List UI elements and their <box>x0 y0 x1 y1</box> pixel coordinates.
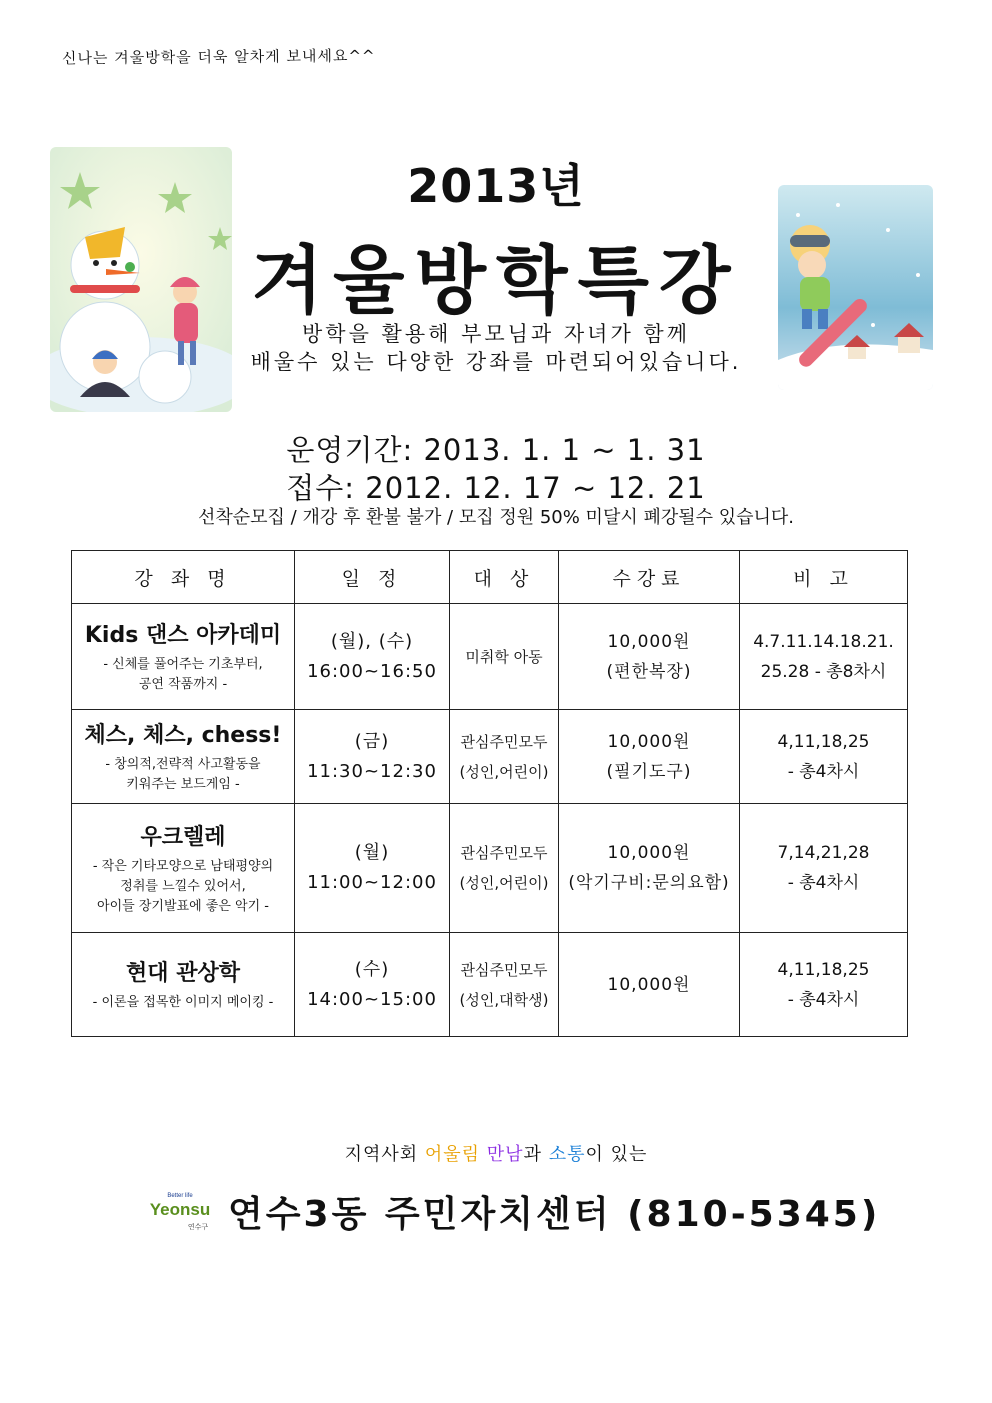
fee-note: (필기도구) <box>606 761 692 782</box>
schedule-time: 11:30~12:30 <box>307 760 437 782</box>
target-cell <box>450 604 559 710</box>
schedule-cell <box>295 804 450 933</box>
subtitle-line-1: 방학을 활용해 부모님과 자녀가 함께 <box>302 322 690 346</box>
course-name: 현대 관상학 <box>126 961 240 986</box>
course-cell <box>72 933 295 1037</box>
table-row <box>72 710 908 804</box>
logo-small-text: Better life <box>167 1193 193 1199</box>
note-cell <box>740 604 908 710</box>
target-text: 관심주민모두 <box>460 960 548 979</box>
course-desc: 키워주는 보드게임 - <box>126 777 240 792</box>
target-cell <box>450 804 559 933</box>
fee-note: (악기구비:문의요함) <box>568 873 730 893</box>
schedule-days: (월) <box>354 842 390 863</box>
table-row <box>72 804 908 933</box>
course-desc: - 신체를 풀어주는 기초부터, <box>103 657 263 672</box>
slogan-part <box>480 1144 487 1165</box>
fee-amount: 10,000원 <box>607 843 691 863</box>
target-text: (성인,대학생) <box>459 990 549 1009</box>
course-desc: 아이들 장기발표에 좋은 악기 - <box>97 898 269 914</box>
target-text: (성인,어린이) <box>459 762 549 781</box>
course-desc: - 작은 기타모양으로 남태평양의 <box>92 858 274 874</box>
note-cell <box>740 710 908 804</box>
note-text: 4,11,18,25 <box>777 959 870 980</box>
page-title: 겨울방학특강 <box>251 238 741 324</box>
schedule-days: (월), (수) <box>330 630 414 652</box>
fee-amount: 10,000원 <box>607 731 691 752</box>
schedule-time: 14:00~15:00 <box>307 988 437 1010</box>
note-cell <box>740 933 908 1037</box>
slogan-part: 만남 <box>486 1144 524 1165</box>
course-cell <box>72 804 295 933</box>
schedule-days: (수) <box>354 958 390 980</box>
target-text: 미취학 아동 <box>465 647 543 666</box>
tagline: 신나는 겨울방학을 더욱 알차게 보내세요^^ <box>61 46 376 68</box>
event-year: 2013년 <box>407 159 585 213</box>
fee-amount: 10,000원 <box>607 974 691 995</box>
fee-cell <box>559 933 740 1037</box>
fee-amount: 10,000원 <box>607 631 691 652</box>
operation-period: 운영기간: 2013. 1. 1 ~ 1. 31 <box>286 433 706 467</box>
course-desc: - 이론을 접목한 이미지 메이킹 - <box>92 995 274 1010</box>
slogan-part: 지역사회 <box>344 1144 425 1165</box>
course-name: Kids 댄스 아카데미 <box>84 623 282 648</box>
course-name: 우크렐레 <box>140 824 226 850</box>
note-text: 4.7.11.14.18.21. <box>753 631 894 652</box>
registration-period: 접수: 2012. 12. 17 ~ 12. 21 <box>286 471 706 505</box>
header-target: 대 상 <box>450 551 559 604</box>
course-desc: - 창의적,전략적 사고활동을 <box>105 757 261 772</box>
note-text: 7,14,21,28 <box>777 843 870 863</box>
fee-cell <box>559 804 740 933</box>
slogan-part: 이 있는 <box>585 1144 648 1165</box>
target-text: 관심주민모두 <box>460 844 548 862</box>
header-fee: 수강료 <box>559 551 740 604</box>
target-cell <box>450 710 559 804</box>
course-cell <box>72 604 295 710</box>
footer-slogan <box>0 1140 992 1166</box>
fee-cell <box>559 710 740 804</box>
slogan-part: 어울림 <box>424 1144 481 1165</box>
course-table <box>71 550 908 1037</box>
target-text: 관심주민모두 <box>460 732 548 751</box>
table-row <box>72 933 908 1037</box>
target-text: (성인,어린이) <box>459 874 549 892</box>
course-name: 체스, 체스, chess! <box>84 723 282 748</box>
note-cell <box>740 804 908 933</box>
note-text: 25.28 - 총8차시 <box>760 661 887 682</box>
header-note: 비 고 <box>740 551 908 604</box>
note-text: - 총4차시 <box>787 761 860 782</box>
yeonsu-logo <box>150 1189 210 1239</box>
header-course-name: 강 좌 명 <box>72 551 295 604</box>
schedule-time: 16:00~16:50 <box>307 660 437 682</box>
subtitle-line-2: 배울수 있는 다양한 강좌를 마련되어있습니다. <box>250 350 742 374</box>
logo-text: Yeonsu <box>150 1200 210 1219</box>
slogan-part: 소통 <box>548 1144 586 1165</box>
note-text: 4,11,18,25 <box>777 731 870 752</box>
course-cell <box>72 710 295 804</box>
course-desc: 공연 작품까지 - <box>138 677 228 692</box>
fee-note: (편한복장) <box>606 661 692 682</box>
center-name: 연수3동 주민자치센터 (810-5345) <box>228 1194 881 1235</box>
schedule-cell <box>295 933 450 1037</box>
table-header-row <box>72 551 908 604</box>
schedule-cell <box>295 604 450 710</box>
schedule-cell <box>295 710 450 804</box>
enrollment-notice: 선착순모집 / 개강 후 환불 불가 / 모집 정원 50% 미달시 폐강될수 있습니다. <box>198 507 794 528</box>
schedule-days: (금) <box>354 730 390 752</box>
schedule-time: 11:00~12:00 <box>307 872 437 893</box>
note-text: - 총4차시 <box>787 873 860 893</box>
header-schedule: 일 정 <box>295 551 450 604</box>
course-desc: 정취를 느낄수 있어서, <box>120 878 246 894</box>
table-row <box>72 604 908 710</box>
slogan-part: 과 <box>523 1144 549 1165</box>
target-cell <box>450 933 559 1037</box>
note-text: - 총4차시 <box>787 989 860 1010</box>
logo-sub-text: 연수구 <box>187 1223 209 1231</box>
fee-cell <box>559 604 740 710</box>
